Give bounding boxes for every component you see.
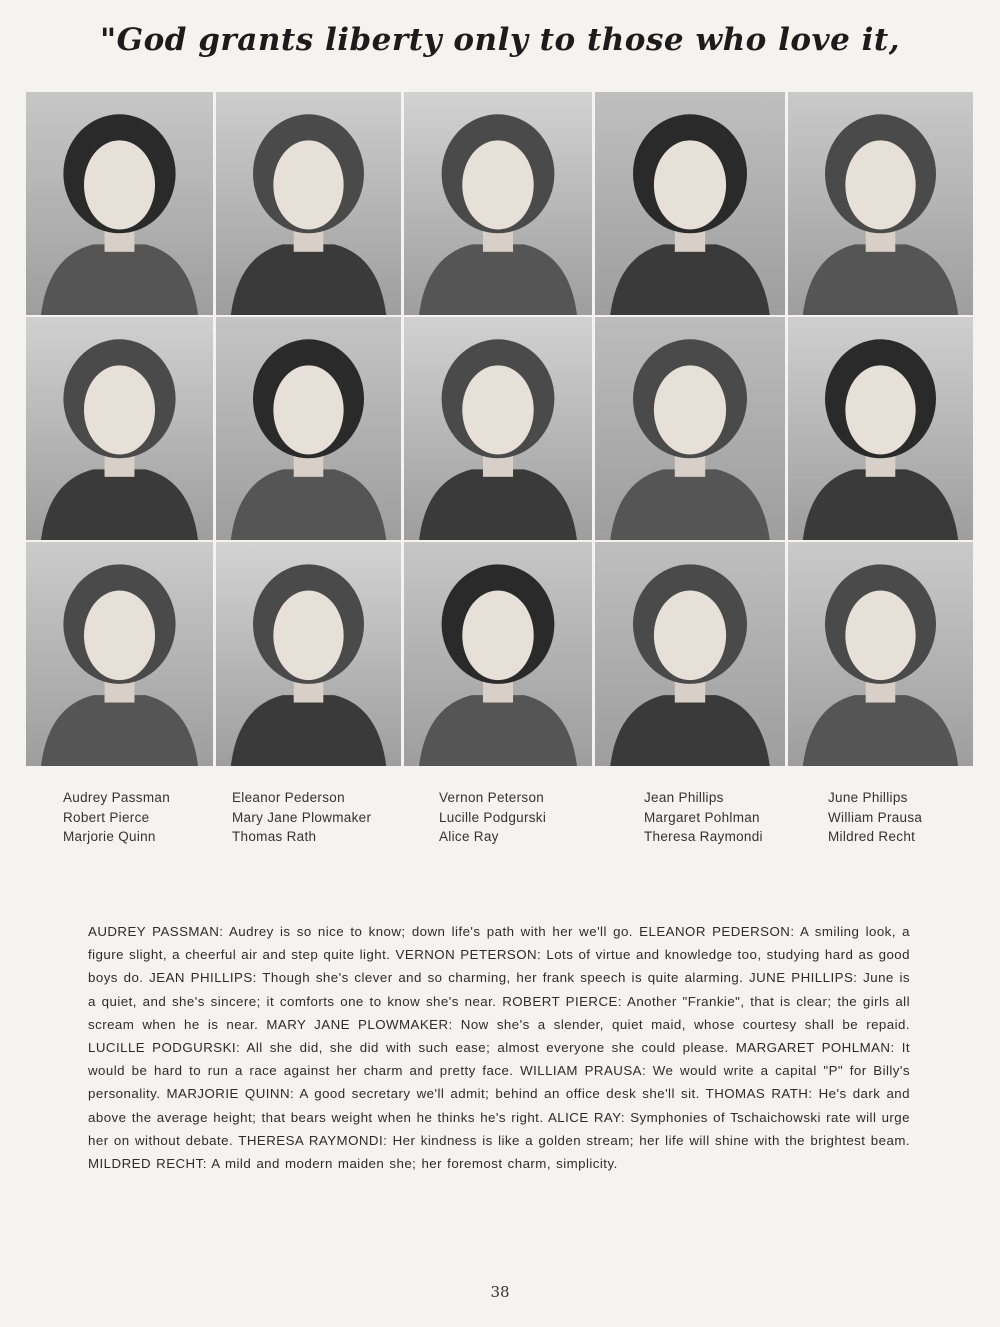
portrait-photo-icon [404,542,592,766]
portrait-photo-icon [26,92,213,315]
portrait-photo-icon [595,92,785,315]
portrait-photo-icon [26,317,213,540]
portrait-photo-icon [595,542,785,766]
page-motto: "God grants liberty only to those who love it, [99,22,901,58]
name-column-2 [232,788,371,847]
name-captions [0,788,1000,848]
portrait-photo-icon [404,92,592,315]
portrait-photo-icon [788,317,973,540]
student-name: Lucille Podgurski [439,809,547,825]
student-name: Jean Phillips [644,790,724,805]
name-column-4 [644,788,763,847]
portrait-photo-icon [216,317,401,540]
portrait-photo-icon [595,317,785,540]
portrait-photo-icon [216,92,401,315]
student-name: Theresa Raymondi [644,829,763,844]
name-column-5 [828,788,922,847]
student-name: Mary Jane Plowmaker [232,809,372,825]
portrait-grid [26,92,973,766]
name-column-1 [63,788,170,847]
name-column-3 [439,788,546,847]
page-number: 38 [490,1283,510,1301]
student-name: Margaret Pohlman [644,809,760,825]
portrait-photo-icon [788,92,973,315]
biography-paragraph: AUDREY PASSMAN: Audrey is so nice to know; down life's path with her we'll go. ELEANOR PEDERSON: A smiling look, a figure slight, a cheerful air and step quite light. VERNON PETERSON: Lots of virtue and knowledge too, studying hard as good boys do. JEAN PHILLIPS: Though she's clever and so charming, her frank speech is quite alarming. JUNE PHILLIPS: June is a quiet, and she's sincere; it comforts one to know she's near. ROBERT PIERCE: Another "Frankie", that is clear; the girls all scream when he is near. MARY JANE PLOWMAKER: Now she's a slender, quiet maid, whose courtesy shall be repaid. LUCILLE PODGURSKI: All she did, she did with such ease; almost everyone she could please. MARGARET POHLMAN: It would be hard to run a race against her charm and pretty face. WILLIAM PRAUSA: We would write a capital "P" for Billy's personality. MARJORIE QUINN: A good secretary we'll admit; behind an office desk she'll sit. THOMAS RATH: He's dark and above the average height; that bears weight when he thinks he's right. ALICE RAY: Symphonies of Tschaichowski rate will urge her on without debate. THERESA RAYMONDI: Her kindness is like a golden stream; her life will shine with the brightest beam. MILDRED RECHT: A mild and modern maiden she; her foremost charm, simplicity. [88,924,910,1172]
student-name: Vernon Peterson [439,790,545,805]
student-name: June Phillips [828,790,908,805]
student-name: Mildred Recht [828,829,916,844]
student-name: Alice Ray [439,829,499,844]
student-name: William Prausa [828,809,923,825]
portrait-photo-icon [788,542,973,766]
portrait-photo-icon [26,542,213,766]
student-name: Audrey Passman [63,790,170,805]
student-name: Eleanor Pederson [232,790,345,805]
portrait-photo-icon [404,317,592,540]
portrait-photo-icon [216,542,401,766]
student-name: Thomas Rath [232,829,317,844]
student-name: Marjorie Quinn [63,829,156,844]
student-name: Robert Pierce [63,809,150,825]
